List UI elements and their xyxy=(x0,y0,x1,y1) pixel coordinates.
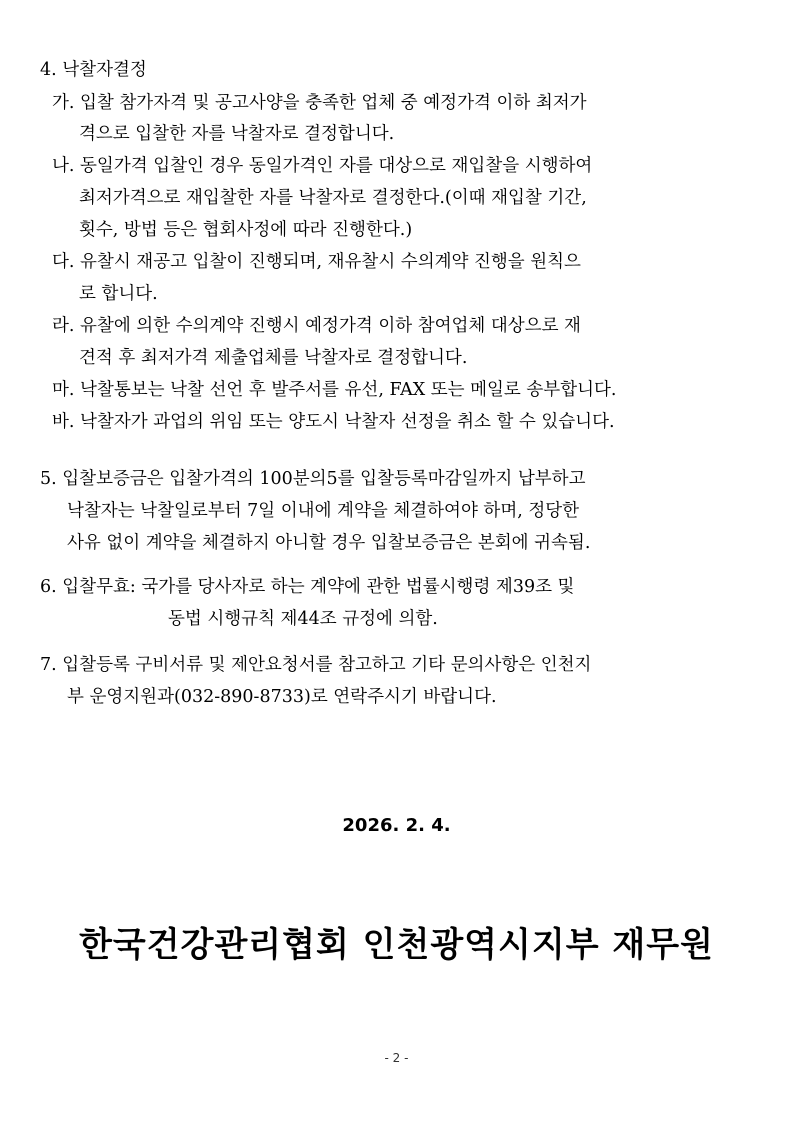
section-4-line-9: 견적 후 최저가격 제출업체를 낙찰자로 결정합니다. xyxy=(79,348,468,368)
page-number: - 2 - xyxy=(384,1051,409,1065)
section-4-line-10: 마. 낙찰통보는 낙찰 선언 후 발주서를 유선, FAX 또는 메일로 송부합니다. xyxy=(52,380,617,400)
section-5-line-2: 낙찰자는 낙찰일로부터 7일 이내에 계약을 체결하여야 하며, 정당한 xyxy=(67,501,580,521)
section-6-line-1: 6. 입찰무효: 국가를 당사자로 하는 계약에 관한 법률시행령 제39조 및 xyxy=(40,577,575,597)
section-4-line-8: 라. 유찰에 의한 수의계약 진행시 예정가격 이하 참여업체 대상으로 재 xyxy=(52,316,581,336)
issuing-organization: 한국건강관리협회 인천광역시지부 재무원 xyxy=(79,925,714,965)
section-4-line-11: 바. 낙찰자가 과업의 위임 또는 양도시 낙찰자 선정을 취소 할 수 있습니다. xyxy=(52,412,615,432)
section-5-line-1: 5. 입찰보증금은 입찰가격의 100분의5를 입찰등록마감일까지 납부하고 xyxy=(40,469,586,489)
section-4-line-5: 횟수, 방법 등은 협회사정에 따라 진행한다.) xyxy=(79,220,413,240)
section-7-line-1: 7. 입찰등록 구비서류 및 제안요청서를 참고하고 기타 문의사항은 인천지 xyxy=(40,655,592,675)
section-7-line-2: 부 운영지원과(032-890-8733)로 연락주시기 바랍니다. xyxy=(67,687,497,707)
section-4-line-3: 나. 동일가격 입찰인 경우 동일가격인 자를 대상으로 재입찰을 시행하여 xyxy=(52,156,593,176)
section-4-line-4: 최저가격으로 재입찰한 자를 낙찰자로 결정한다.(이때 재입찰 기간, xyxy=(79,188,587,208)
section-6-line-2: 동법 시행규칙 제44조 규정에 의함. xyxy=(168,609,438,629)
section-4-heading: 4. 낙찰자결정 xyxy=(40,60,147,80)
document-date: 2026. 2. 4. xyxy=(342,815,451,836)
section-5-line-3: 사유 없이 계약을 체결하지 아니할 경우 입찰보증금은 본회에 귀속됨. xyxy=(67,533,591,553)
section-4-line-1: 가. 입찰 참가자격 및 공고사양을 충족한 업체 중 예정가격 이하 최저가 xyxy=(52,93,587,113)
section-4-line-6: 다. 유찰시 재공고 입찰이 진행되며, 재유찰시 수의계약 진행을 원칙으 xyxy=(52,252,581,272)
section-4-line-7: 로 합니다. xyxy=(79,284,158,304)
section-4-line-2: 격으로 입찰한 자를 낙찰자로 결정합니다. xyxy=(79,124,395,144)
